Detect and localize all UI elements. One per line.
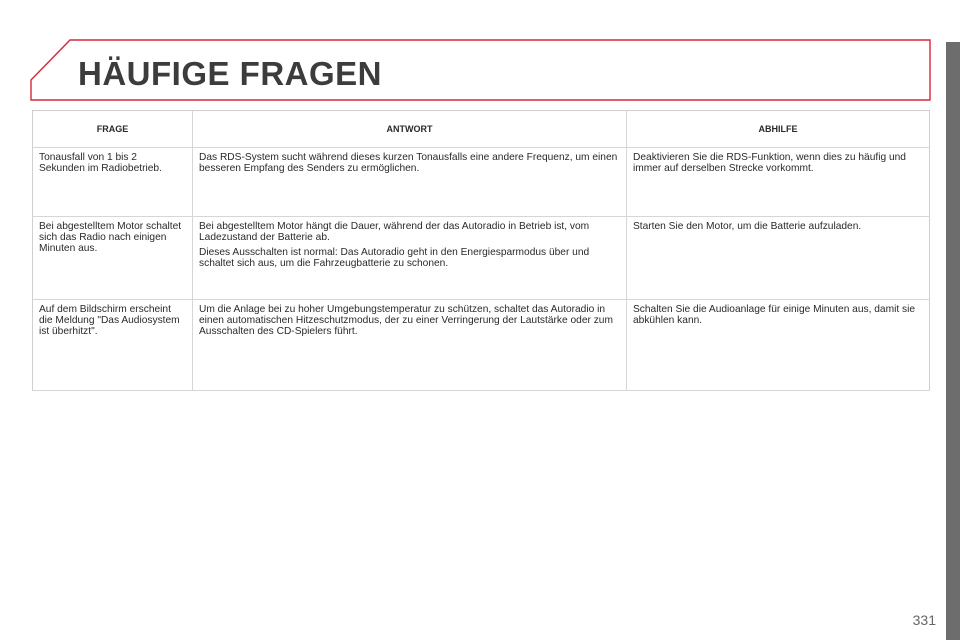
cell-antwort — [193, 217, 627, 300]
cell-frage: Bei abgestelltem Motor schaltet sich das Radio nach einigen Minuten aus. — [33, 217, 193, 300]
page-number: 331 — [912, 612, 936, 628]
faq-table — [32, 110, 930, 391]
answer-paragraph: Das RDS-System sucht während dieses kurzen Tonausfalls eine andere Frequenz, um einen besseren Empfang des Senders zu ermöglichen. — [199, 152, 618, 174]
column-header-antwort: ANTWORT — [193, 111, 627, 148]
cell-abhilfe: Starten Sie den Motor, um die Batterie aufzuladen. — [627, 217, 930, 300]
cell-abhilfe: Schalten Sie die Audioanlage für einige Minuten aus, damit sie abkühlen kann. — [627, 300, 930, 391]
cell-frage: Auf dem Bildschirm erscheint die Meldung "Das Audiosystem ist überhitzt". — [33, 300, 193, 391]
answer-paragraph: Um die Anlage bei zu hoher Umgebungstemperatur zu schützen, schaltet das Autoradio in einen automatischen Hitzeschutzmodus, der zu einer Verringerung der Lautstärke oder zum Ausschalten des CD-Spielers führt. — [199, 304, 613, 337]
title-banner — [0, 0, 960, 110]
table-row — [33, 300, 930, 391]
cell-frage: Tonausfall von 1 bis 2 Sekunden im Radiobetrieb. — [33, 148, 193, 217]
answer-paragraph: Bei abgestelltem Motor hängt die Dauer, während der das Autoradio in Betrieb ist, vom Ladezustand der Batterie ab. — [199, 221, 590, 243]
table-row — [33, 217, 930, 300]
cell-antwort — [193, 148, 627, 217]
page-title: HÄUFIGE FRAGEN — [78, 55, 382, 92]
answer-paragraph: Dieses Ausschalten ist normal: Das Autoradio geht in den Energiesparmodus über und schaltet sich aus, um die Fahrzeugbatterie zu schonen. — [199, 247, 590, 269]
cell-abhilfe: Deaktivieren Sie die RDS-Funktion, wenn dies zu häufig und immer auf derselben Strecke vorkommt. — [627, 148, 930, 217]
table-header-row — [33, 111, 930, 148]
table-row — [33, 148, 930, 217]
column-header-abhilfe: ABHILFE — [627, 111, 930, 148]
column-header-frage: FRAGE — [33, 111, 193, 148]
cell-antwort — [193, 300, 627, 391]
side-tab — [946, 42, 960, 640]
